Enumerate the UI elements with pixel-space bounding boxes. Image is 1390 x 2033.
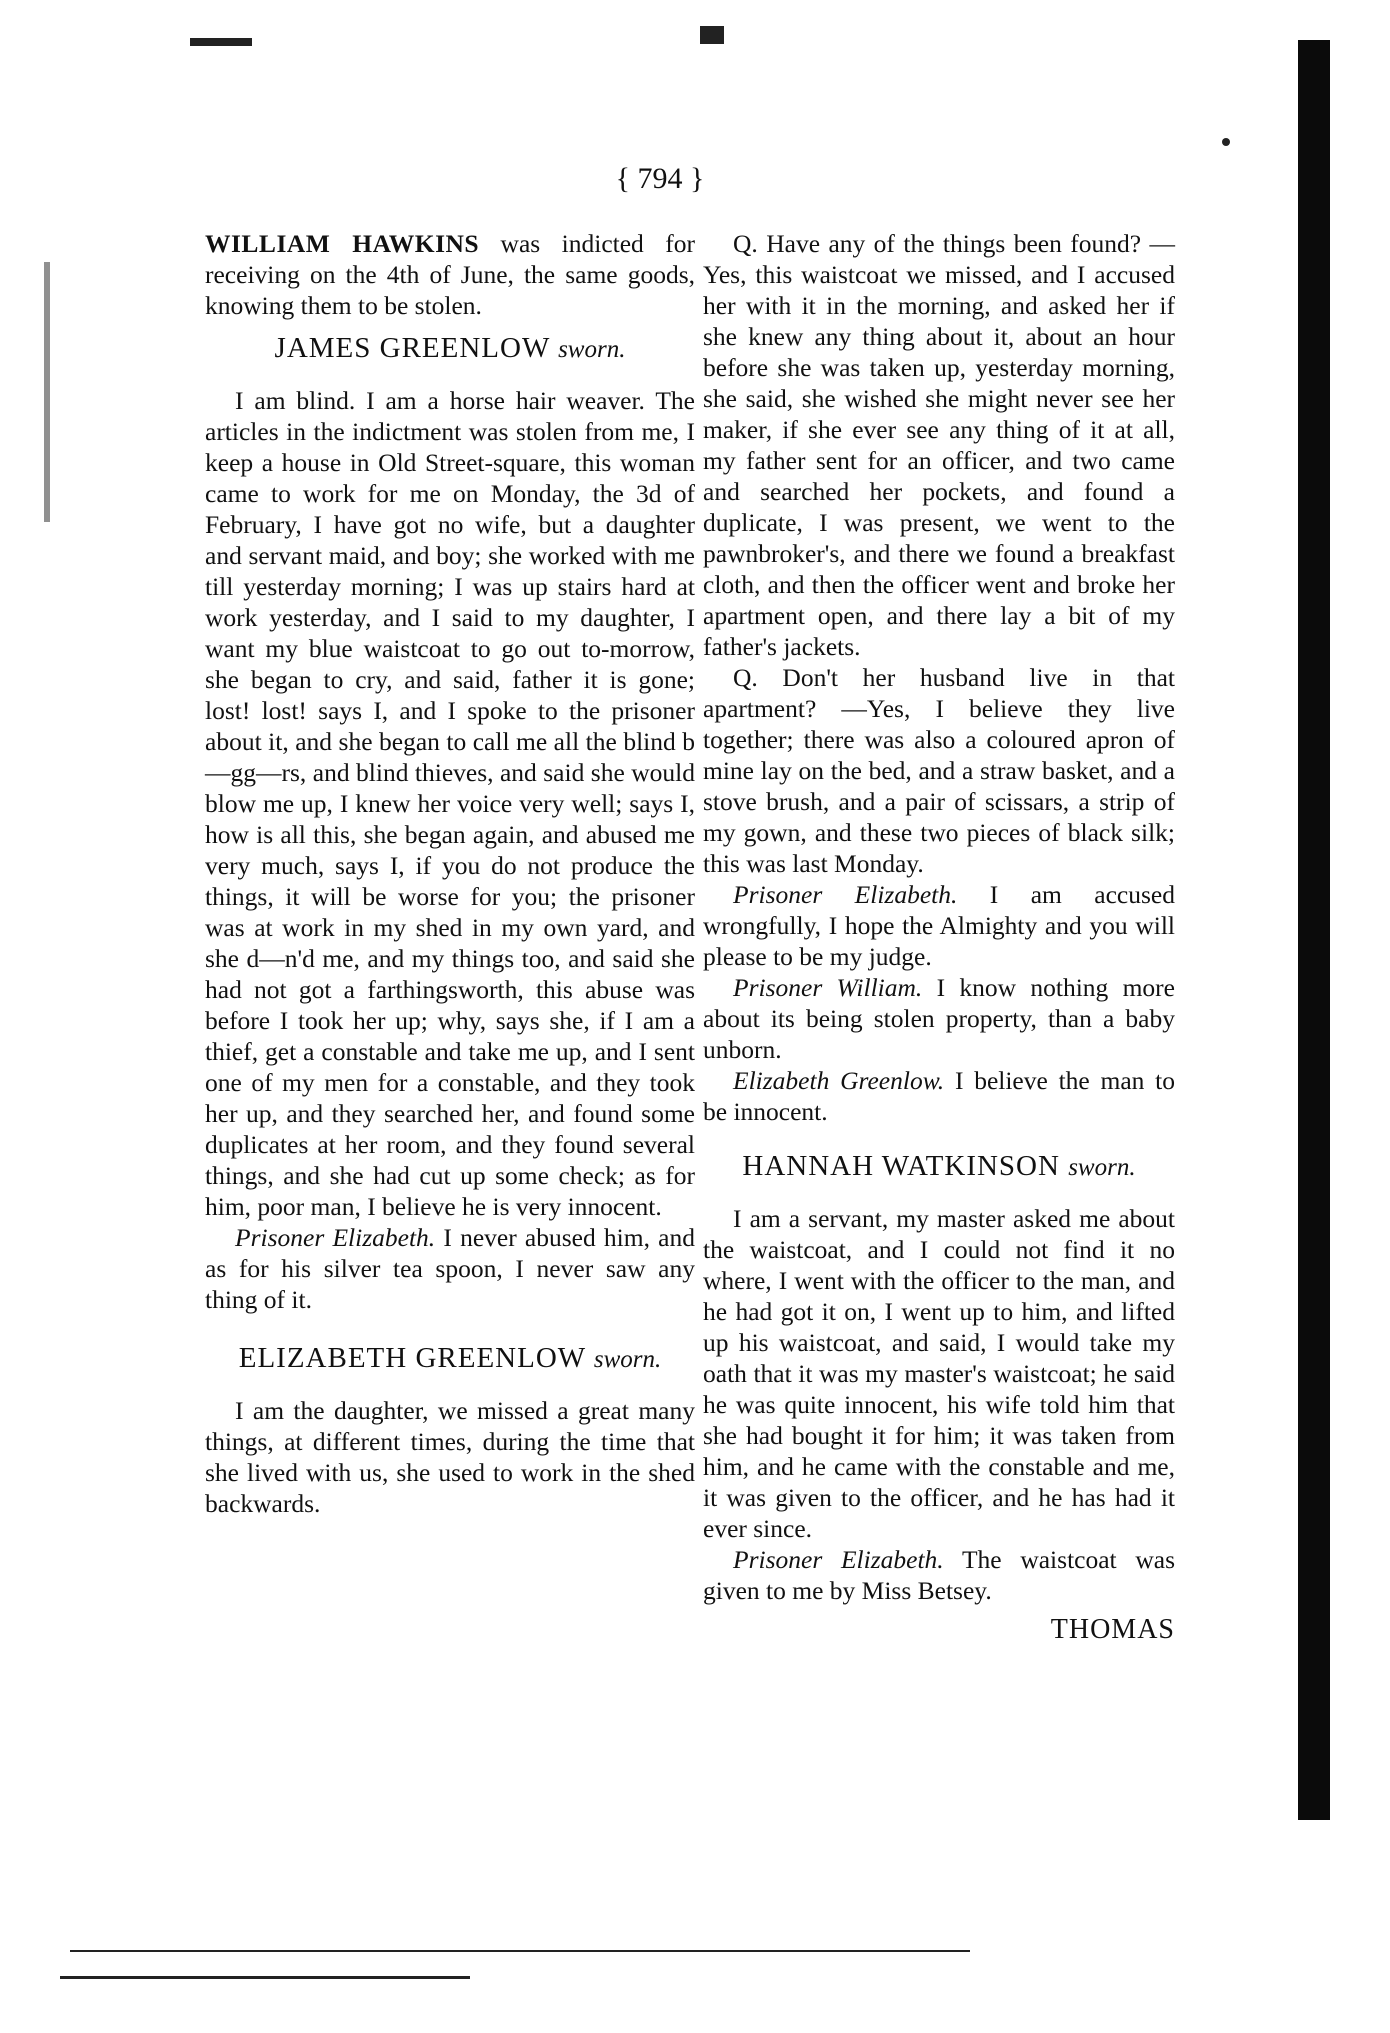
indictment-paragraph: WILLIAM HAWKINS was indicted for receiving on the 4th of June, the same goods, knowing them to be stolen. [205,229,695,320]
prisoner-statement: Prisoner Elizabeth. I never abused him, and as for his silver tea spoon, I never saw any thing of it. [205,1223,695,1314]
testimony-paragraph: I am blind. I am a horse hair weaver. The articles in the indictment was stolen from me, I keep a house in Old Street-square, this woman came to work for me on Monday, the 3d of February, I have got no wife, but a daughter and servant maid, and boy; she worked with me till yesterday morning; I was up stairs hard at work yesterday, and I said to my daughter, I want my blue waistcoat to go out to-morrow, she began to cry, and said, father it is gone; lost! lost! says I, and I spoke to the prisoner about it, and she began to call me all the blind b—gg—rs, and blind thieves, and said she would blow me up, I knew her voice very well; says I, how is all this, she began again, and abused me very much, says I, if you do not produce the things, it will be worse for you; the prisoner was at work in my shed in my own yard, and she d—n'd me, and my things too, and said she had not got a farthingsworth, this abuse was before I took her up; why, says she, if I am a thief, get a constable and take me up, and I sent one of my men for a constable, and they took her up, and they searched her, and found some duplicates at her room, and they found several things, and she had cut up some check; as for him, poor man, I believe he is very innocent. [205,386,695,1221]
ink-smudge [1222,138,1230,146]
catchword: THOMAS [1050,1614,1175,1645]
testimony-paragraph: I am a servant, my master asked me about the waistcoat, and I could not find it no where, I went with the officer to the man, and he had got it on, I went up to him, and lifted up his waistcoat, and said, I would take my oath that it was my master's waistcoat; he said he was quite innocent, his wife told him that she had bought it for him; it was taken from him, and he came with the constable and me, it was given to the officer, and he has had it ever since. [703,1204,1175,1543]
testimony-paragraph: I am the daughter, we missed a great many things, at different times, during the time that she lived with us, she used to work in the shed backwards. [205,1396,695,1518]
left-column [205,228,695,1519]
question-paragraph: Q. Have any of the things been found? —Yes, this waistcoat we missed, and I accused her with it in the morning, and asked her if she knew any thing about it, about an hour before she was taken up, yesterday morning, she said, she wished she might never see her maker, if she ever see any thing of it at all, my father sent for an officer, and two came and searched her pockets, and found a duplicate, I was present, we went to the pawnbroker's, and there we found a breakfast cloth, and then the officer went and broke her apartment open, and there lay a bit of my father's jackets. [703,229,1175,661]
defendant-name: WILLIAM HAWKINS [205,229,480,258]
prisoner-statement: Prisoner William. I know nothing more about its being stolen property, than a baby unborn. [703,973,1175,1064]
witness-heading: JAMES GREENLOW sworn. [274,332,626,364]
question-paragraph: Q. Don't her husband live in that apartment? —Yes, I believe they live together; there was also a coloured apron of mine lay on the bed, and a straw basket, and a stove brush, and a pair of scissars, a strip of my gown, and these two pieces of black silk; this was last Monday. [703,663,1175,878]
bottom-rule [70,1950,970,1952]
ink-smudge [190,38,252,46]
witness-statement: Elizabeth Greenlow. I believe the man to be innocent. [703,1066,1175,1126]
witness-heading: ELIZABETH GREENLOW sworn. [238,1342,662,1374]
ink-smudge [44,262,50,522]
prisoner-statement: Prisoner Elizabeth. The waistcoat was given to me by Miss Betsey. [703,1545,1176,1605]
ink-smudge [700,26,724,44]
scan-edge-shadow [1298,40,1330,1820]
right-column [703,228,1175,1645]
page-number: { 794 } [615,162,705,195]
prisoner-statement: Prisoner Elizabeth. I am accused wrongfully, I hope the Almighty and you will please to be my judge. [703,880,1175,971]
witness-heading: HANNAH WATKINSON sworn. [742,1150,1136,1182]
bottom-rule [60,1976,470,1979]
